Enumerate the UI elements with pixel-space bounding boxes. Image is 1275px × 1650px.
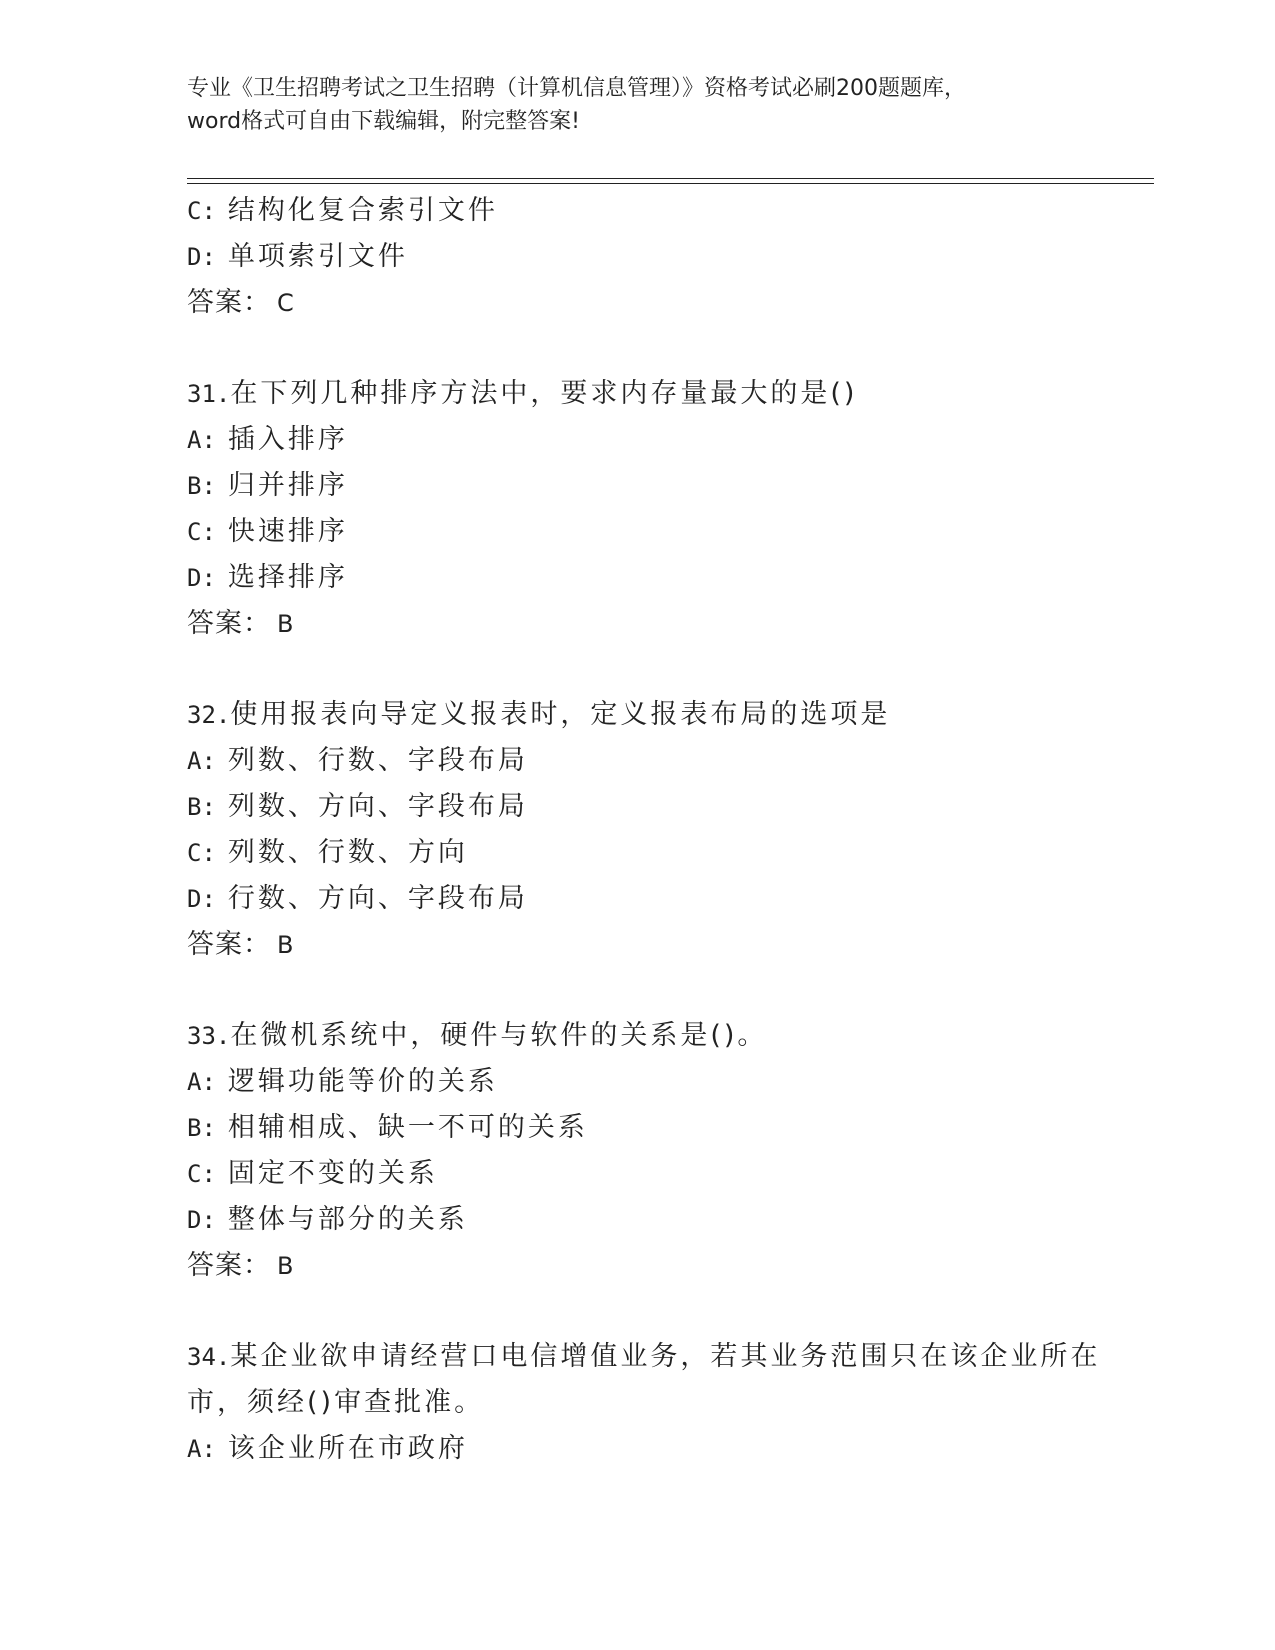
question-text: 在下列几种排序方法中，要求内存量最大的是() <box>230 378 858 409</box>
question-number: 34. <box>187 1343 231 1371</box>
question-number: 32. <box>187 701 231 729</box>
option-letter: B: <box>187 472 216 500</box>
answer-value: B <box>277 1252 295 1280</box>
option-c <box>187 188 1087 234</box>
answer-label: 答案： <box>187 287 271 318</box>
option-text: 列数、行数、字段布局 <box>227 745 528 776</box>
question-number: 31. <box>187 380 231 408</box>
option-c <box>187 830 1087 876</box>
option-text: 插入排序 <box>227 424 348 455</box>
option-letter: D: <box>187 243 216 271</box>
question-content <box>187 188 1101 1472</box>
option-text: 行数、方向、字段布局 <box>227 883 528 914</box>
option-letter: C: <box>187 1160 216 1188</box>
option-text: 整体与部分的关系 <box>227 1204 468 1235</box>
question-text: 在微机系统中，硬件与软件的关系是()。 <box>230 1020 768 1051</box>
header-line-1: 专业《卫生招聘考试之卫生招聘（计算机信息管理）》资格考试必刷200题题库， <box>187 76 966 101</box>
option-text: 相辅相成、缺一不可的关系 <box>227 1112 588 1143</box>
header-divider-bottom <box>187 183 1154 184</box>
answer-line <box>187 601 1087 647</box>
option-letter: B: <box>187 793 216 821</box>
answer-value: B <box>277 610 295 638</box>
answer-label: 答案： <box>187 929 271 960</box>
question-34 <box>187 1334 1101 1380</box>
option-a <box>187 1426 1087 1472</box>
option-letter: D: <box>187 564 216 592</box>
option-text: 列数、行数、方向 <box>227 837 468 868</box>
option-letter: A: <box>187 747 216 775</box>
option-letter: A: <box>187 426 216 454</box>
option-a <box>187 417 1087 463</box>
answer-label: 答案： <box>187 1250 271 1281</box>
answer-line <box>187 1243 1087 1289</box>
option-b <box>187 1105 1087 1151</box>
option-letter: D: <box>187 885 216 913</box>
question-text: 使用报表向导定义报表时，定义报表布局的选项是 <box>230 699 891 730</box>
question-34-continued <box>187 1380 1087 1426</box>
document-header <box>187 72 1087 138</box>
option-c <box>187 1151 1087 1197</box>
option-text: 快速排序 <box>227 516 348 547</box>
option-d <box>187 555 1087 601</box>
answer-value: C <box>277 289 295 317</box>
answer-line <box>187 922 1087 968</box>
answer-label: 答案： <box>187 608 271 639</box>
option-d <box>187 876 1087 922</box>
option-letter: A: <box>187 1068 216 1096</box>
option-text: 列数、方向、字段布局 <box>227 791 528 822</box>
option-text: 固定不变的关系 <box>227 1158 438 1189</box>
answer-value: B <box>277 931 295 959</box>
question-text: 某企业欲申请经营口电信增值业务，若其业务范围只在该企业所在 <box>230 1341 1101 1372</box>
header-divider-top <box>187 178 1154 179</box>
header-line-2: word格式可自由下载编辑，附完整答案! <box>187 109 580 134</box>
option-letter: B: <box>187 1114 216 1142</box>
option-a <box>187 738 1087 784</box>
question-31 <box>187 371 1087 417</box>
option-a <box>187 1059 1087 1105</box>
option-text: 单项索引文件 <box>227 241 408 272</box>
option-text: 逻辑功能等价的关系 <box>227 1066 498 1097</box>
option-d <box>187 234 1087 280</box>
question-text: 市，须经()审查批准。 <box>187 1387 485 1418</box>
answer-line <box>187 280 1087 326</box>
option-letter: D: <box>187 1206 216 1234</box>
option-letter: C: <box>187 197 216 225</box>
question-32 <box>187 692 1087 738</box>
option-b <box>187 463 1087 509</box>
option-text: 结构化复合索引文件 <box>227 195 498 226</box>
option-text: 该企业所在市政府 <box>227 1433 468 1464</box>
option-d <box>187 1197 1087 1243</box>
option-b <box>187 784 1087 830</box>
option-text: 选择排序 <box>227 562 348 593</box>
option-letter: C: <box>187 839 216 867</box>
option-c <box>187 509 1087 555</box>
question-number: 33. <box>187 1022 231 1050</box>
question-33 <box>187 1013 1087 1059</box>
option-letter: A: <box>187 1435 216 1463</box>
option-text: 归并排序 <box>227 470 348 501</box>
option-letter: C: <box>187 518 216 546</box>
